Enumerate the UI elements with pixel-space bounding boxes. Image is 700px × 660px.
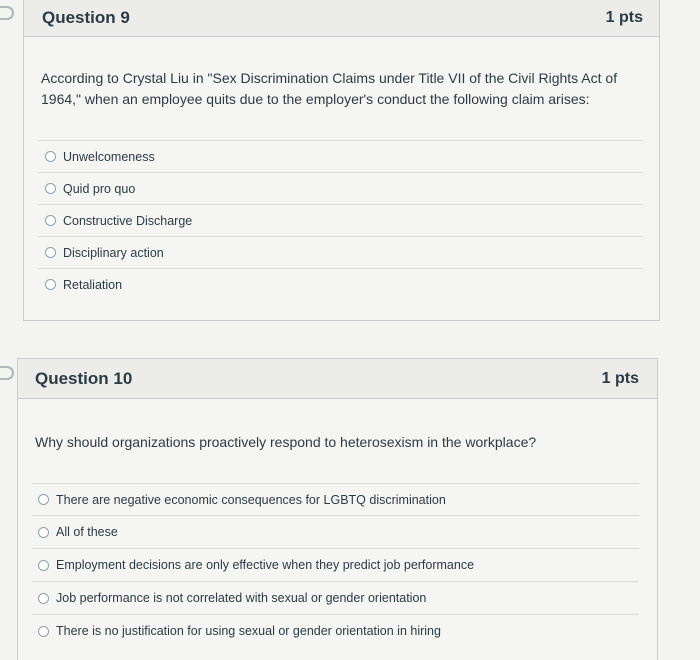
question-text: According to Crystal Liu in "Sex Discrimination Claims under Title VII of the Civil Rights Act of 1964," when an employee quits due to the employer's conduct the following claim arises: bbox=[41, 70, 618, 107]
answer-label: Constructive Discharge bbox=[63, 213, 193, 228]
question-header bbox=[24, 0, 659, 37]
question-title: Question 9 bbox=[42, 7, 130, 27]
answer-label: Retaliation bbox=[63, 277, 123, 292]
radio-button[interactable] bbox=[38, 593, 49, 604]
answer-option[interactable] bbox=[32, 614, 639, 647]
question-9 bbox=[23, 0, 660, 321]
radio-button[interactable] bbox=[38, 560, 49, 571]
answer-option[interactable] bbox=[38, 268, 643, 300]
answer-option[interactable] bbox=[38, 172, 643, 204]
answer-label: There is no justification for using sexual or gender orientation in hiring bbox=[56, 624, 441, 638]
radio-button[interactable] bbox=[45, 215, 56, 226]
radio-button[interactable] bbox=[45, 151, 56, 162]
answer-option[interactable] bbox=[38, 140, 643, 172]
question-title: Question 10 bbox=[35, 368, 133, 388]
answer-option[interactable] bbox=[32, 515, 639, 548]
answer-label: There are negative economic consequences for LGBTQ discrimination bbox=[56, 492, 446, 507]
answer-label: Job performance is not correlated with sexual or gender orientation bbox=[56, 591, 427, 605]
radio-button[interactable] bbox=[45, 247, 56, 258]
answer-option[interactable] bbox=[32, 581, 639, 614]
question-text: Why should organizations proactively respond to heterosexism in the workplace? bbox=[35, 434, 537, 450]
radio-button[interactable] bbox=[38, 626, 49, 637]
answer-option[interactable] bbox=[38, 204, 643, 236]
answer-label: All of these bbox=[56, 525, 118, 539]
radio-button[interactable] bbox=[38, 527, 49, 538]
answer-label: Disciplinary action bbox=[63, 245, 164, 260]
question-points: 1 pts bbox=[605, 8, 643, 26]
radio-button[interactable] bbox=[45, 279, 56, 290]
answer-option[interactable] bbox=[38, 236, 643, 268]
answer-option[interactable] bbox=[32, 548, 639, 581]
answer-list bbox=[38, 140, 643, 300]
answer-list bbox=[32, 483, 639, 647]
flag-question-9-icon[interactable] bbox=[0, 6, 14, 20]
flag-question-10-icon[interactable] bbox=[0, 366, 14, 380]
question-points: 1 pts bbox=[601, 369, 639, 387]
answer-label: Unwelcomeness bbox=[63, 149, 155, 164]
answer-label: Quid pro quo bbox=[63, 181, 136, 196]
radio-button[interactable] bbox=[38, 494, 49, 505]
question-header bbox=[18, 359, 657, 399]
question-10 bbox=[17, 358, 658, 660]
answer-option[interactable] bbox=[32, 483, 639, 515]
radio-button[interactable] bbox=[45, 183, 56, 194]
answer-label: Employment decisions are only effective when they predict job performance bbox=[56, 558, 475, 572]
